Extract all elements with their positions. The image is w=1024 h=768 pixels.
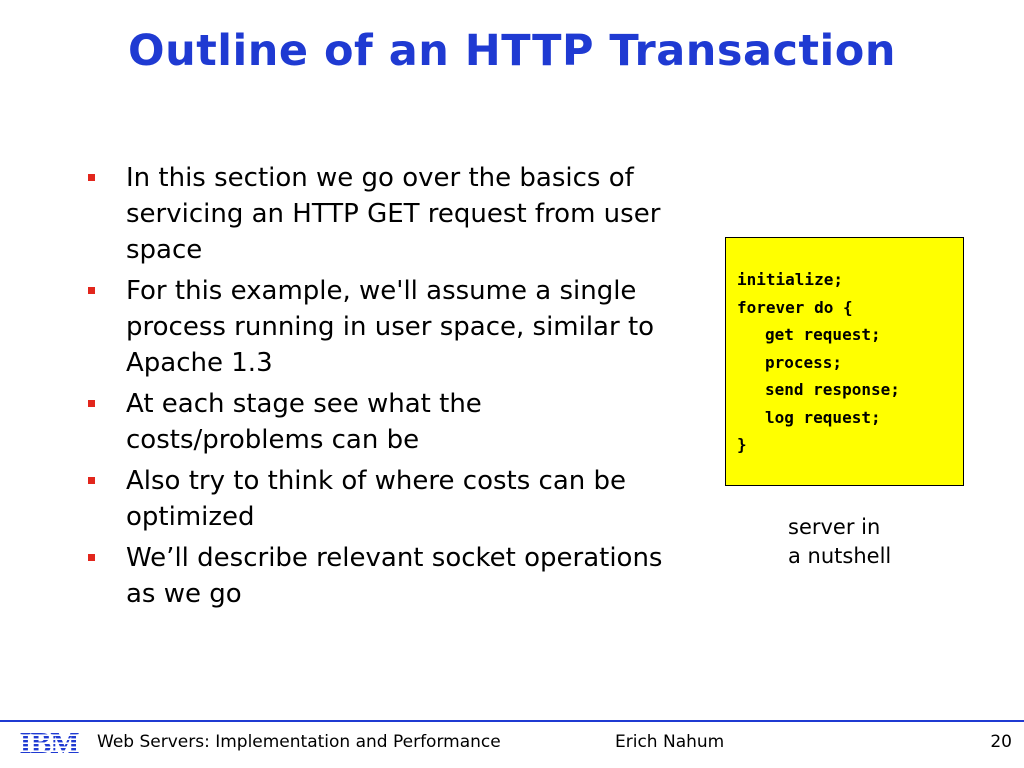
code-line: process;	[765, 352, 843, 372]
code-line: initialize;	[737, 270, 843, 289]
code-line: }	[737, 435, 747, 454]
bullet-item	[85, 160, 665, 268]
slide-footer	[0, 722, 1024, 768]
pseudocode-box	[725, 237, 964, 486]
square-bullet-icon	[88, 400, 95, 407]
caption-line: server in	[788, 515, 881, 539]
bullet-text: For this example, we'll assume a single process running in user space, similar to Apache 1.3	[126, 276, 655, 378]
code-line: log request;	[765, 407, 881, 427]
footer-course-title: Web Servers: Implementation and Performance	[97, 732, 501, 752]
caption-line: a nutshell	[788, 544, 892, 568]
bullet-text: At each stage see what the costs/problems can be	[126, 389, 482, 455]
bullet-text: We’ll describe relevant socket operations as we go	[126, 543, 663, 609]
bullet-list	[85, 160, 665, 617]
ibm-logo	[10, 728, 88, 756]
bullet-text: In this section we go over the basics of servicing an HTTP GET request from user space	[126, 163, 661, 265]
square-bullet-icon	[88, 287, 95, 294]
bullet-text: Also try to think of where costs can be optimized	[126, 466, 626, 532]
code-caption	[788, 513, 891, 571]
bullet-item	[85, 463, 665, 535]
bullet-item	[85, 540, 665, 612]
slide-title: Outline of an HTTP Transaction	[128, 26, 896, 76]
page-number: 20	[990, 732, 1012, 752]
square-bullet-icon	[88, 477, 95, 484]
square-bullet-icon	[88, 174, 95, 181]
code-line: get request;	[765, 325, 881, 344]
footer-author: Erich Nahum	[615, 732, 725, 752]
square-bullet-icon	[88, 554, 95, 561]
bullet-item	[85, 273, 665, 381]
bullet-item	[85, 386, 665, 458]
code-line: send response;	[765, 380, 900, 399]
code-line: forever do {	[737, 297, 853, 317]
svg-text:IBM: IBM	[19, 728, 79, 756]
